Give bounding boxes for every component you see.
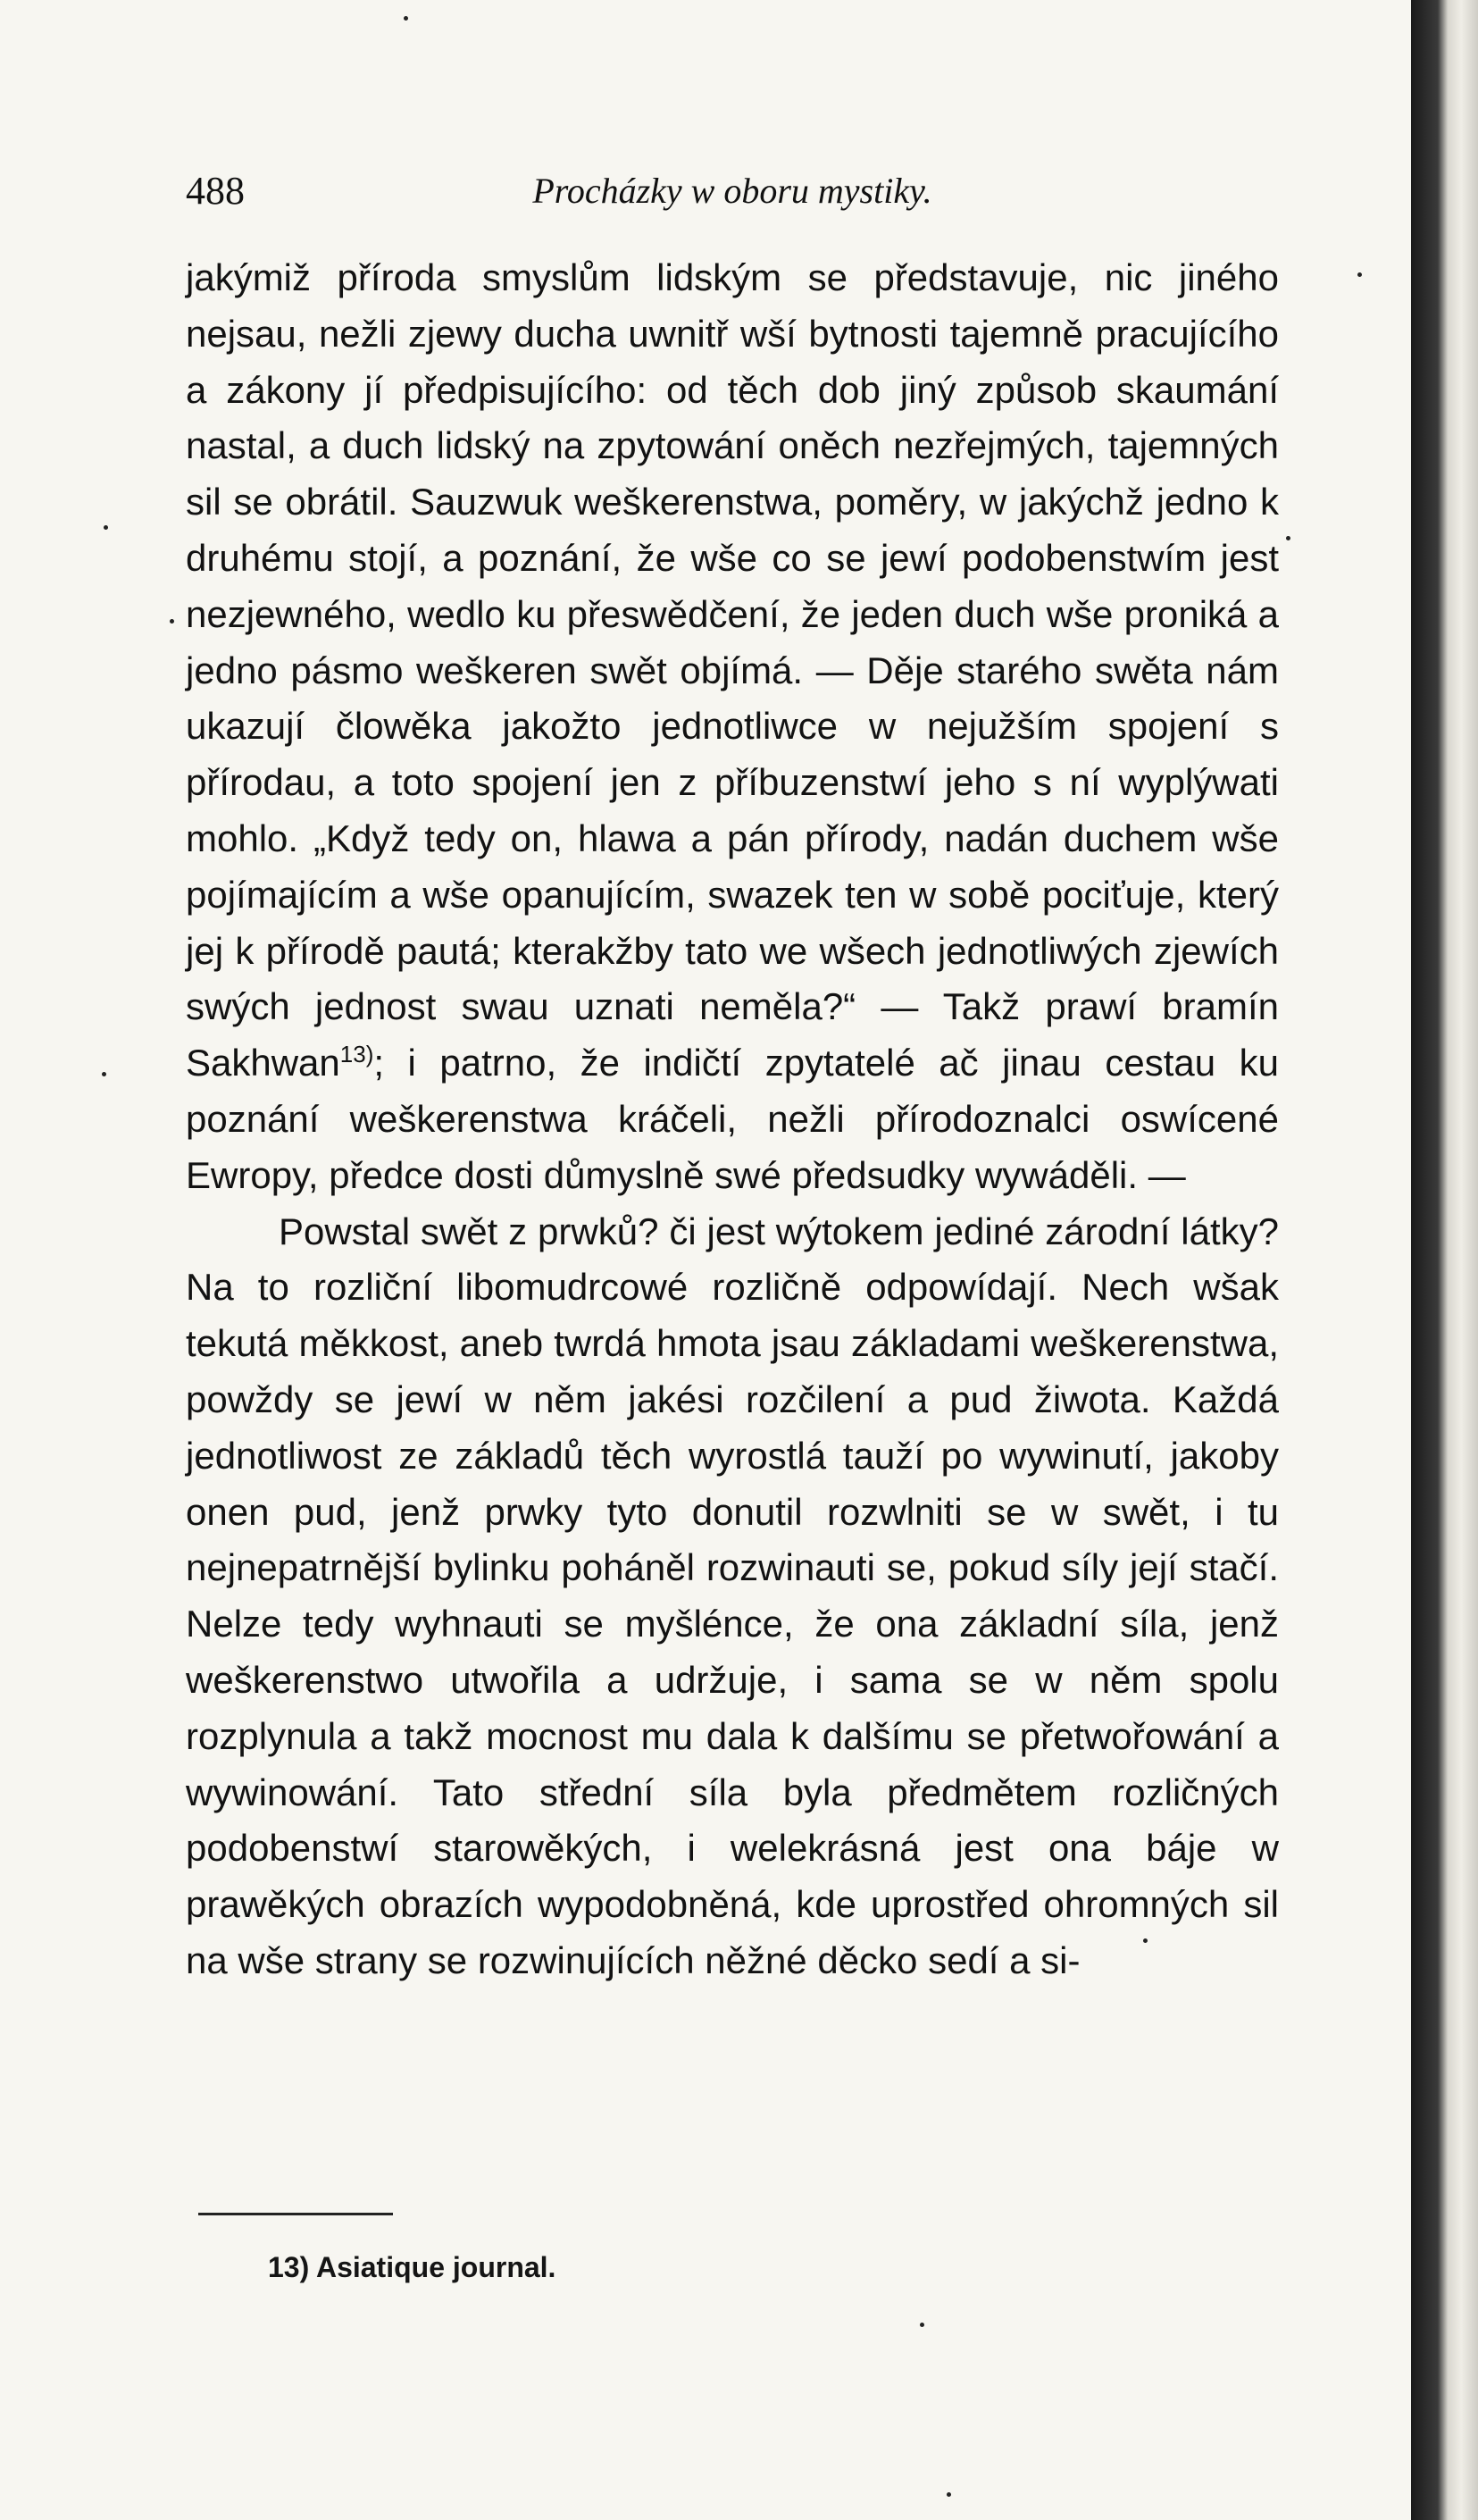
paragraph-1-text-cont: ; i patrno, že indičtí zpytatelé ač jinau cestau ku poznání weškerenstwa kráčeli, nežli přírodoznalci oswícené Ewropy, předce dosti důmyslně swé předsudky wywáděli. — (186, 1042, 1279, 1196)
footnote-reference: 13) (339, 1041, 374, 1068)
paper-speck (1143, 1938, 1148, 1943)
paper-speck (1286, 536, 1290, 540)
footnote-divider (198, 2213, 393, 2215)
page-number: 488 (186, 169, 245, 213)
paragraph-1 (186, 250, 1279, 1204)
paper-speck (1357, 272, 1362, 277)
paper-speck (947, 2492, 951, 2497)
paper-speck (170, 619, 174, 624)
paragraph-1-text: jakýmiž příroda smyslům lidským se představuje, nic jiného nejsau, nežli zjewy ducha uwnitř wší bytnosti tajemně pracujícího a zákony jí předpisujícího: od těch dob jiný způsob skaumání nastal, a duch lidský na zpytowání oněch nezřejmých, tajemných sil se obrátil. Sauzwuk weškerenstwa, poměry, w jakýchž jedno k druhému stojí, a poznání, že wše co se jewí podobenstwím jest nezjewného, wedlo ku přeswědčení, že jeden duch wše proniká a jedno pásmo weškeren swět objímá. — Děje starého swěta nám ukazují člowěka jakožto jednotliwce w nejužším spojení s přírodau, a toto spojení jen z příbuzenstwí jeho s ní wyplýwati mohlo. „Když tedy on, hlawa a pán přírody, nadán duchem wše pojímajícím a wše opanujícím, swazek ten w sobě pociťuje, který jej k přírodě pautá; kterakžby tato we wšech jednotliwých zjewích swých jednost swau uznati neměla?“ — Takž prawí bramín Sakhwan (186, 256, 1279, 1084)
running-title: Procházky w oboru mystiky. (532, 171, 932, 211)
footnote: 13) Asiatique journal. (268, 2251, 556, 2283)
paper-speck (404, 16, 408, 21)
paper-speck (104, 525, 108, 530)
page-header (186, 168, 1279, 222)
paper-speck (920, 2323, 924, 2327)
body-text (186, 250, 1279, 1989)
paper-speck (102, 1072, 106, 1076)
paragraph-2: Powstal swět z prwků? či jest wýtokem jediné zárodní látky? Na to rozliční libomudrcowé rozličně odpowídají. Nech wšak tekutá měkkost, aneb twrdá hmota jsau základami weškerenstwa, powždy se jewí w něm jakési rozčilení a pud žiwota. Každá jednotliwost ze základů těch wyrostlá tauží po wywinutí, jakoby onen pud, jenž prwky tyto donutil rozwlniti se w swět, i tu nejnepatrnější bylinku poháněl rozwinauti se, pokud síly její stačí. Nelze tedy wyhnauti se myšlénce, že ona základní síla, jenž weškerenstwo utwořila a udržuje, i sama se w něm spolu rozplynula a takž mocnost mu dala k dalšímu se přetwořowání a wywinowání. Tato střední síla byla předmětem rozličných podobenstwí starowěkých, i welekrásná jest ona báje w prawěkých obrazích wypodobněná, kde uprostřed ohromných sil na wše strany se rozwinujících něžné děcko sedí a si- (186, 1210, 1279, 1981)
book-spine-edge (1411, 0, 1478, 2520)
